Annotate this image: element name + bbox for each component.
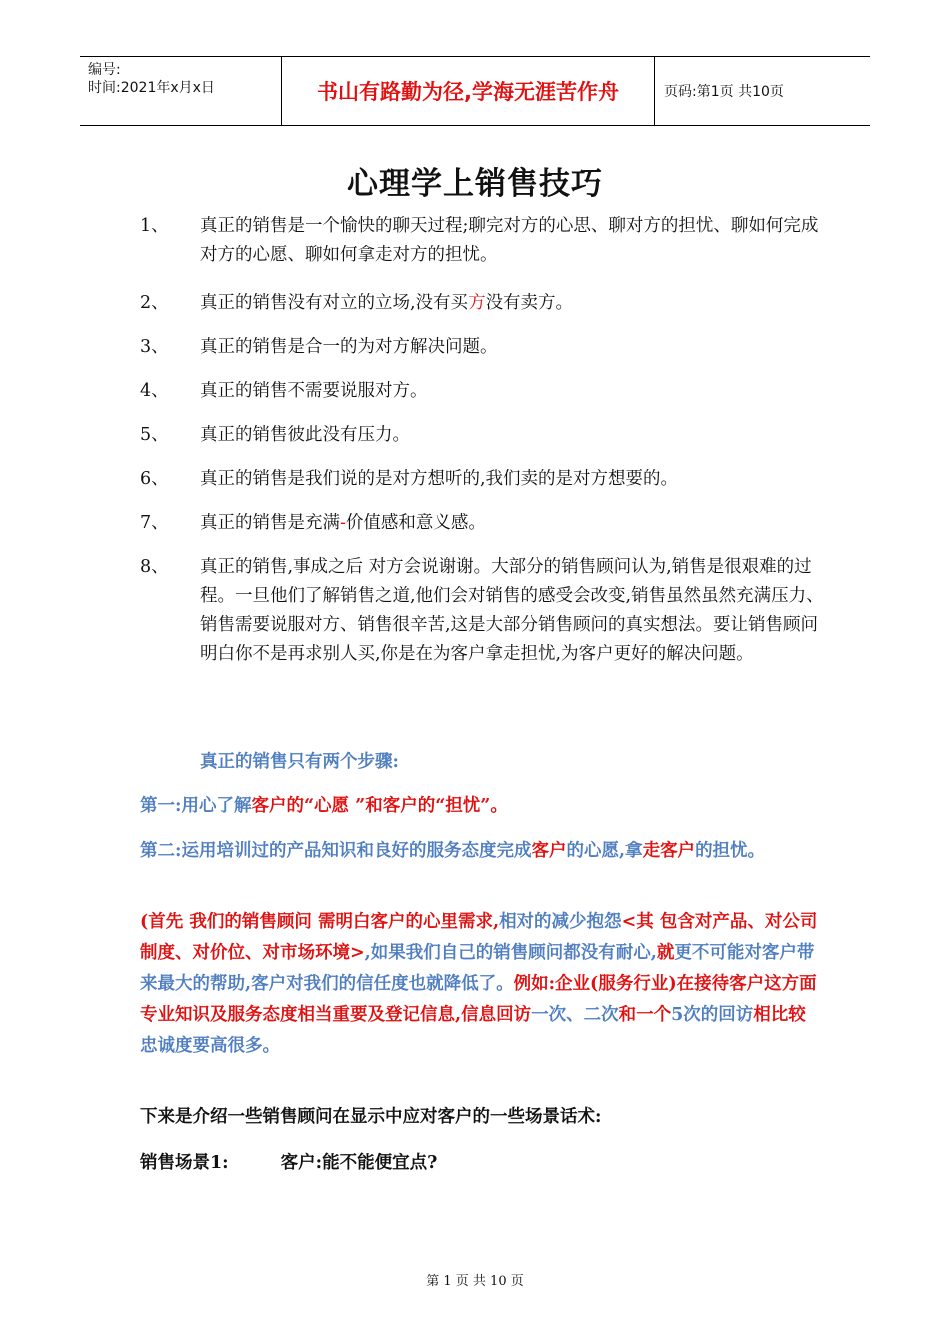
step-two-text: 的心愿,拿 (566, 841, 643, 861)
item-number: 8、 (140, 557, 169, 577)
item-text: 真正的销售是一个愉快的聊天过程;聊完对方的心思、聊对方的担忧、聊如何完成对方的心愿、聊如何拿走对方的担忧。 (200, 216, 819, 265)
step-two-highlight: 客户 (660, 841, 696, 861)
step-two-text: 的担忧。 (695, 841, 766, 861)
note-text: 和一个 (618, 1005, 672, 1025)
step-one (140, 791, 820, 821)
note-text: 忠诚度要高很多。 (140, 1036, 280, 1056)
step-two-highlight: 客户 (531, 841, 567, 861)
scene-line (140, 1148, 820, 1178)
step-two (140, 836, 820, 866)
page-footer: 第 1 页 共 10 页 (426, 1274, 524, 1289)
step-two-text: 第二:运用培训过的产品知识和良好的服务态度完成 (140, 841, 532, 861)
step-one-label: 第一:用心了解 (140, 796, 252, 816)
list-item (140, 333, 830, 362)
note-text: 一次、二次 (531, 1005, 619, 1025)
item-text-highlight: - (340, 513, 346, 533)
note-text: ,如果我们自己的销售顾问都没有耐心, (364, 943, 657, 963)
item-text: 真正的销售彼此没有压力。 (200, 425, 410, 445)
list-item (140, 465, 830, 494)
note-text: 相对的减少抱怨 (499, 912, 622, 932)
note-text: 相比较 (753, 1005, 806, 1025)
item-text: 真正的销售没有对立的立场,没有买 (200, 293, 469, 313)
header-page-info: 页码:第1页 共10页 (664, 84, 784, 100)
item-number: 4、 (140, 381, 169, 401)
note-text: <其 包含对产品、对公司制度、对价位、对市场环境> (140, 912, 818, 963)
note-text: 更不可能对客户带来最大的帮助,客户对我们的信任度也就降低了。 (140, 943, 815, 994)
header-motto: 书山有路勤为径,学海无涯苦作舟 (281, 57, 655, 125)
page-title: 心理学上销售技巧 (347, 166, 603, 202)
item-number: 1、 (140, 216, 169, 236)
time-label: 时间:2021年x月x日 (88, 80, 215, 96)
list-item (140, 377, 830, 406)
item-number: 7、 (140, 513, 169, 533)
item-number: 6、 (140, 469, 169, 489)
item-text: 真正的销售不需要说服对方。 (200, 381, 428, 401)
header-meta (80, 57, 280, 125)
note-paragraph (140, 907, 820, 1062)
scene-text: 客户:能不能便宜点? (280, 1153, 438, 1173)
item-text: 真正的销售是我们说的是对方想听的,我们卖的是对方想要的。 (200, 469, 679, 489)
item-text: 没有卖方。 (485, 293, 574, 313)
number-label: 编号: (88, 62, 121, 78)
note-text: 次的回访 (683, 1005, 754, 1025)
list-item (140, 212, 830, 270)
intro-text: 下来是介绍一些销售顾问在显示中应对客户的一些场景话术: (140, 1107, 602, 1127)
step-one-text: 客户的“心愿 ”和客户的“担忧”。 (251, 796, 508, 816)
list-item (140, 289, 830, 318)
item-text: 价值感和意义感。 (345, 513, 486, 533)
item-number: 3、 (140, 337, 169, 357)
list-item (140, 509, 830, 538)
tips-list (140, 212, 830, 669)
note-text: (首先 我们的销售顾问 需明白客户的心里需求, (140, 912, 500, 932)
item-text: 真正的销售是合一的为对方解决问题。 (200, 337, 498, 357)
note-text: 就 (656, 943, 675, 963)
item-text: 真正的销售是充满 (200, 513, 340, 533)
note-text: 例如:企业(服务行业)在接待客户这方面 专业知识及服务态度相当重要及登记信息,信息回访 (140, 974, 817, 1025)
note-text: 5 (671, 1005, 684, 1025)
item-text-highlight: 方 (468, 293, 486, 313)
item-number: 5、 (140, 425, 169, 445)
item-text: 真正的销售,事成之后 对方会说谢谢。大部分的销售顾问认为,销售是很艰难的过程。一旦他们了解销售之道,他们会对销售的感受会改变,销售虽然虽然充满压力、销售需要说服对方、销售很辛苦,这是大部分销售顾问的真实想法。要让销售顾问明白你不是再求别人买,你是在为客户拿走担忧,为客户更好的解决问题。 (200, 557, 824, 664)
scene-label: 销售场景1: (140, 1153, 229, 1173)
list-item (140, 553, 830, 669)
step-two-highlight: 走 (642, 841, 661, 861)
list-item (140, 421, 830, 450)
steps-heading: 真正的销售只有两个步骤: (200, 752, 399, 772)
item-number: 2、 (140, 293, 169, 313)
header-table (80, 56, 870, 126)
